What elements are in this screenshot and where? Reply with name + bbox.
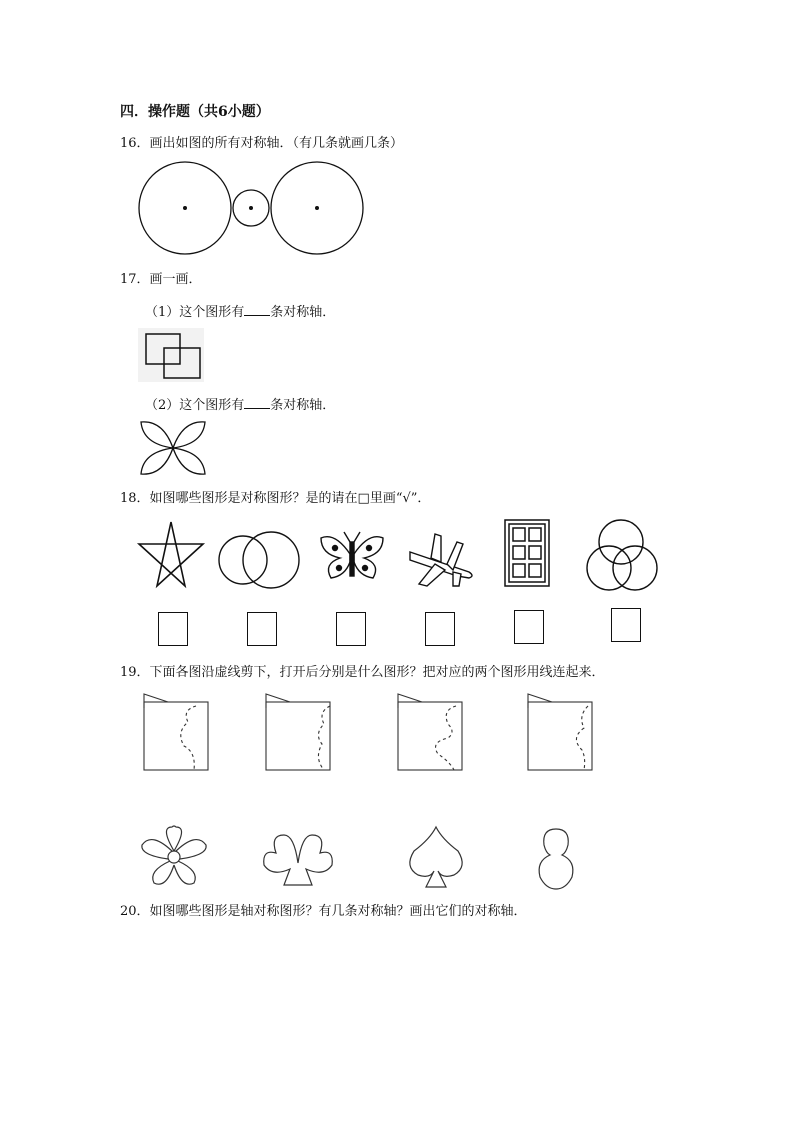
folded-paper-2 [266, 694, 330, 770]
spade-shape [410, 827, 462, 887]
question-17-text: 17．画一画． [120, 272, 202, 287]
folded-paper-4 [528, 694, 592, 770]
q17-four-petal-flower-figure [137, 418, 217, 482]
butterfly-shape [321, 532, 383, 578]
q18-checkbox-butterfly[interactable] [336, 612, 366, 646]
q18-checkbox-three-circles[interactable] [611, 608, 641, 642]
airplane-shape [410, 534, 472, 586]
q17-sub2-prefix: （2）这个图形有 [145, 398, 245, 413]
q18-checkbox-airplane[interactable] [425, 612, 455, 646]
q18-checkbox-star[interactable] [158, 612, 188, 646]
q17-sub1 [145, 303, 335, 321]
q18-checkbox-window[interactable] [514, 610, 544, 644]
q16-three-circles-figure [136, 160, 376, 260]
gourd-shape [539, 829, 573, 889]
q17-sub1-prefix: （1）这个图形有 [145, 305, 245, 320]
star-shape [139, 522, 203, 586]
three-circles-shape [587, 520, 657, 590]
window-shape [505, 520, 549, 586]
q17-sub2-answer-blank[interactable] [244, 396, 270, 409]
question-20-text: 20．如图哪些图形是轴对称图形？有几条对称轴？画出它们的对称轴． [120, 904, 527, 919]
q19-folded-papers-row [138, 692, 638, 782]
q17-sub2 [145, 396, 335, 414]
q17-sub1-answer-blank[interactable] [244, 303, 270, 316]
q18-figures-row [135, 514, 695, 594]
question-18-text: 18．如图哪些图形是对称图形？是的请在□里画“√”． [120, 491, 431, 506]
q19-unfolded-shapes-row [138, 823, 598, 893]
q17-overlapping-squares-figure [138, 328, 208, 384]
two-circles-shape [219, 532, 299, 588]
folded-paper-1 [144, 694, 208, 770]
question-19-text: 19．下面各图沿虚线剪下，打开后分别是什么图形？把对应的两个图形用线连起来． [120, 665, 605, 680]
folded-paper-3 [398, 694, 462, 770]
flower-shape [142, 826, 206, 884]
q17-sub1-suffix: 条对称轴． [270, 305, 336, 320]
question-16-text: 16．画出如图的所有对称轴．（有几条就画几条） [120, 136, 404, 151]
q18-checkbox-two-circles[interactable] [247, 612, 277, 646]
club-shape [264, 835, 333, 885]
q17-sub2-suffix: 条对称轴． [270, 398, 336, 413]
section-title: 四．操作题（共6小题） [120, 104, 270, 120]
